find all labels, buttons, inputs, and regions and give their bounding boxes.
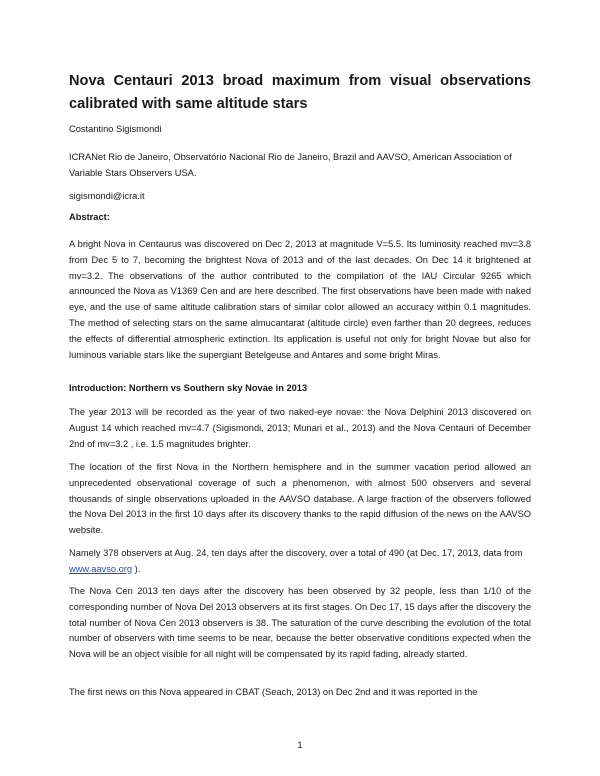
intro-paragraph-3 (69, 546, 531, 578)
paper-title: Nova Centauri 2013 broad maximum from visual observations calibrated with same altitude stars (69, 73, 531, 112)
intro-paragraph-1: The year 2013 will be recorded as the year of two naked-eye novae: the Nova Delphini 2013 discovered on August 14 which reached mv=4.7 (Sigismondi, 2013; Munari et al., 2013) and the Nova Centauri of December 2nd of mv=3.2 , i.e. 1.5 magnitudes brighter. (69, 407, 531, 449)
abstract-text: A bright Nova in Centaurus was discovered on Dec 2, 2013 at magnitude V=5.5. Its luminosity reached mv=3.8 from Dec 5 to 7, becoming the brightest Nova of 2013 and of the last decades. On Dec 14 it brightened at mv=3.2. The observations of the author contributed to the compilation of the IAU Circular 9265 which announced the Nova as V1369 Cen and are here described. The first observations have been made with naked eye, and the use of same altitude calibration stars of similar color allowed an accuracy within 0.1 magnitudes. The method of selecting stars on the same almucantarat (altitude circle) even farther than 20 degrees, reduces the effects of differential atmospheric extinction. Its application is useful not only for bright Novae but also for luminous variable stars like the supergiant Betelgeuse and Antares and some bright Miras. (69, 239, 531, 360)
author-email: sigismondi@icra.it (69, 191, 145, 201)
aavso-link[interactable]: www.aavso.org (69, 563, 133, 574)
paragraph-3-text: Namely 378 observers at Aug. 24, ten days after the discovery, over a total of 490 (at Dec. 17, 2013, data from (69, 548, 523, 558)
paragraph-3-tail: ). (132, 563, 141, 574)
intro-paragraph-2: The location of the first Nova in the Northern hemisphere and in the summer vacation period allowed an unprecedented observational coverage of such a phenomenon, with almost 500 observers and several thousands of single observations uploaded in the AAVSO database. A large fraction of the observers followed the Nova Del 2013 in the first 10 days after its discovery thanks to the rapid diffusion of the news on the AAVSO website. (69, 462, 531, 536)
intro-paragraph-5: The first news on this Nova appeared in CBAT (Seach, 2013) on Dec 2nd and it was reported in the (69, 687, 478, 697)
author-affiliation: ICRANet Rio de Janeiro, Observatório Nacional Rio de Janeiro, Brazil and AAVSO, American Association of Variable Stars Observers USA. (69, 152, 512, 178)
introduction-heading: Introduction: Northern vs Southern sky Novae in 2013 (69, 383, 308, 393)
intro-paragraph-4: The Nova Cen 2013 ten days after the discovery has been observed by 32 people, less than 1/10 of the corresponding number of Nova Del 2013 observers at its first stages. On Dec 17, 15 days after the discovery the total number of Nova Cen 2013 observers is 38. The saturation of the curve describing the evolution of the total number of observers with time seems to be near, because the better observative conditions expected when the Nova will be an object visible for all night will be compensated by its rapid fading, already started. (69, 586, 531, 660)
abstract-heading: Abstract: (69, 212, 110, 222)
author-name: Costantino Sigismondi (69, 124, 162, 134)
page-number: 1 (297, 740, 303, 750)
